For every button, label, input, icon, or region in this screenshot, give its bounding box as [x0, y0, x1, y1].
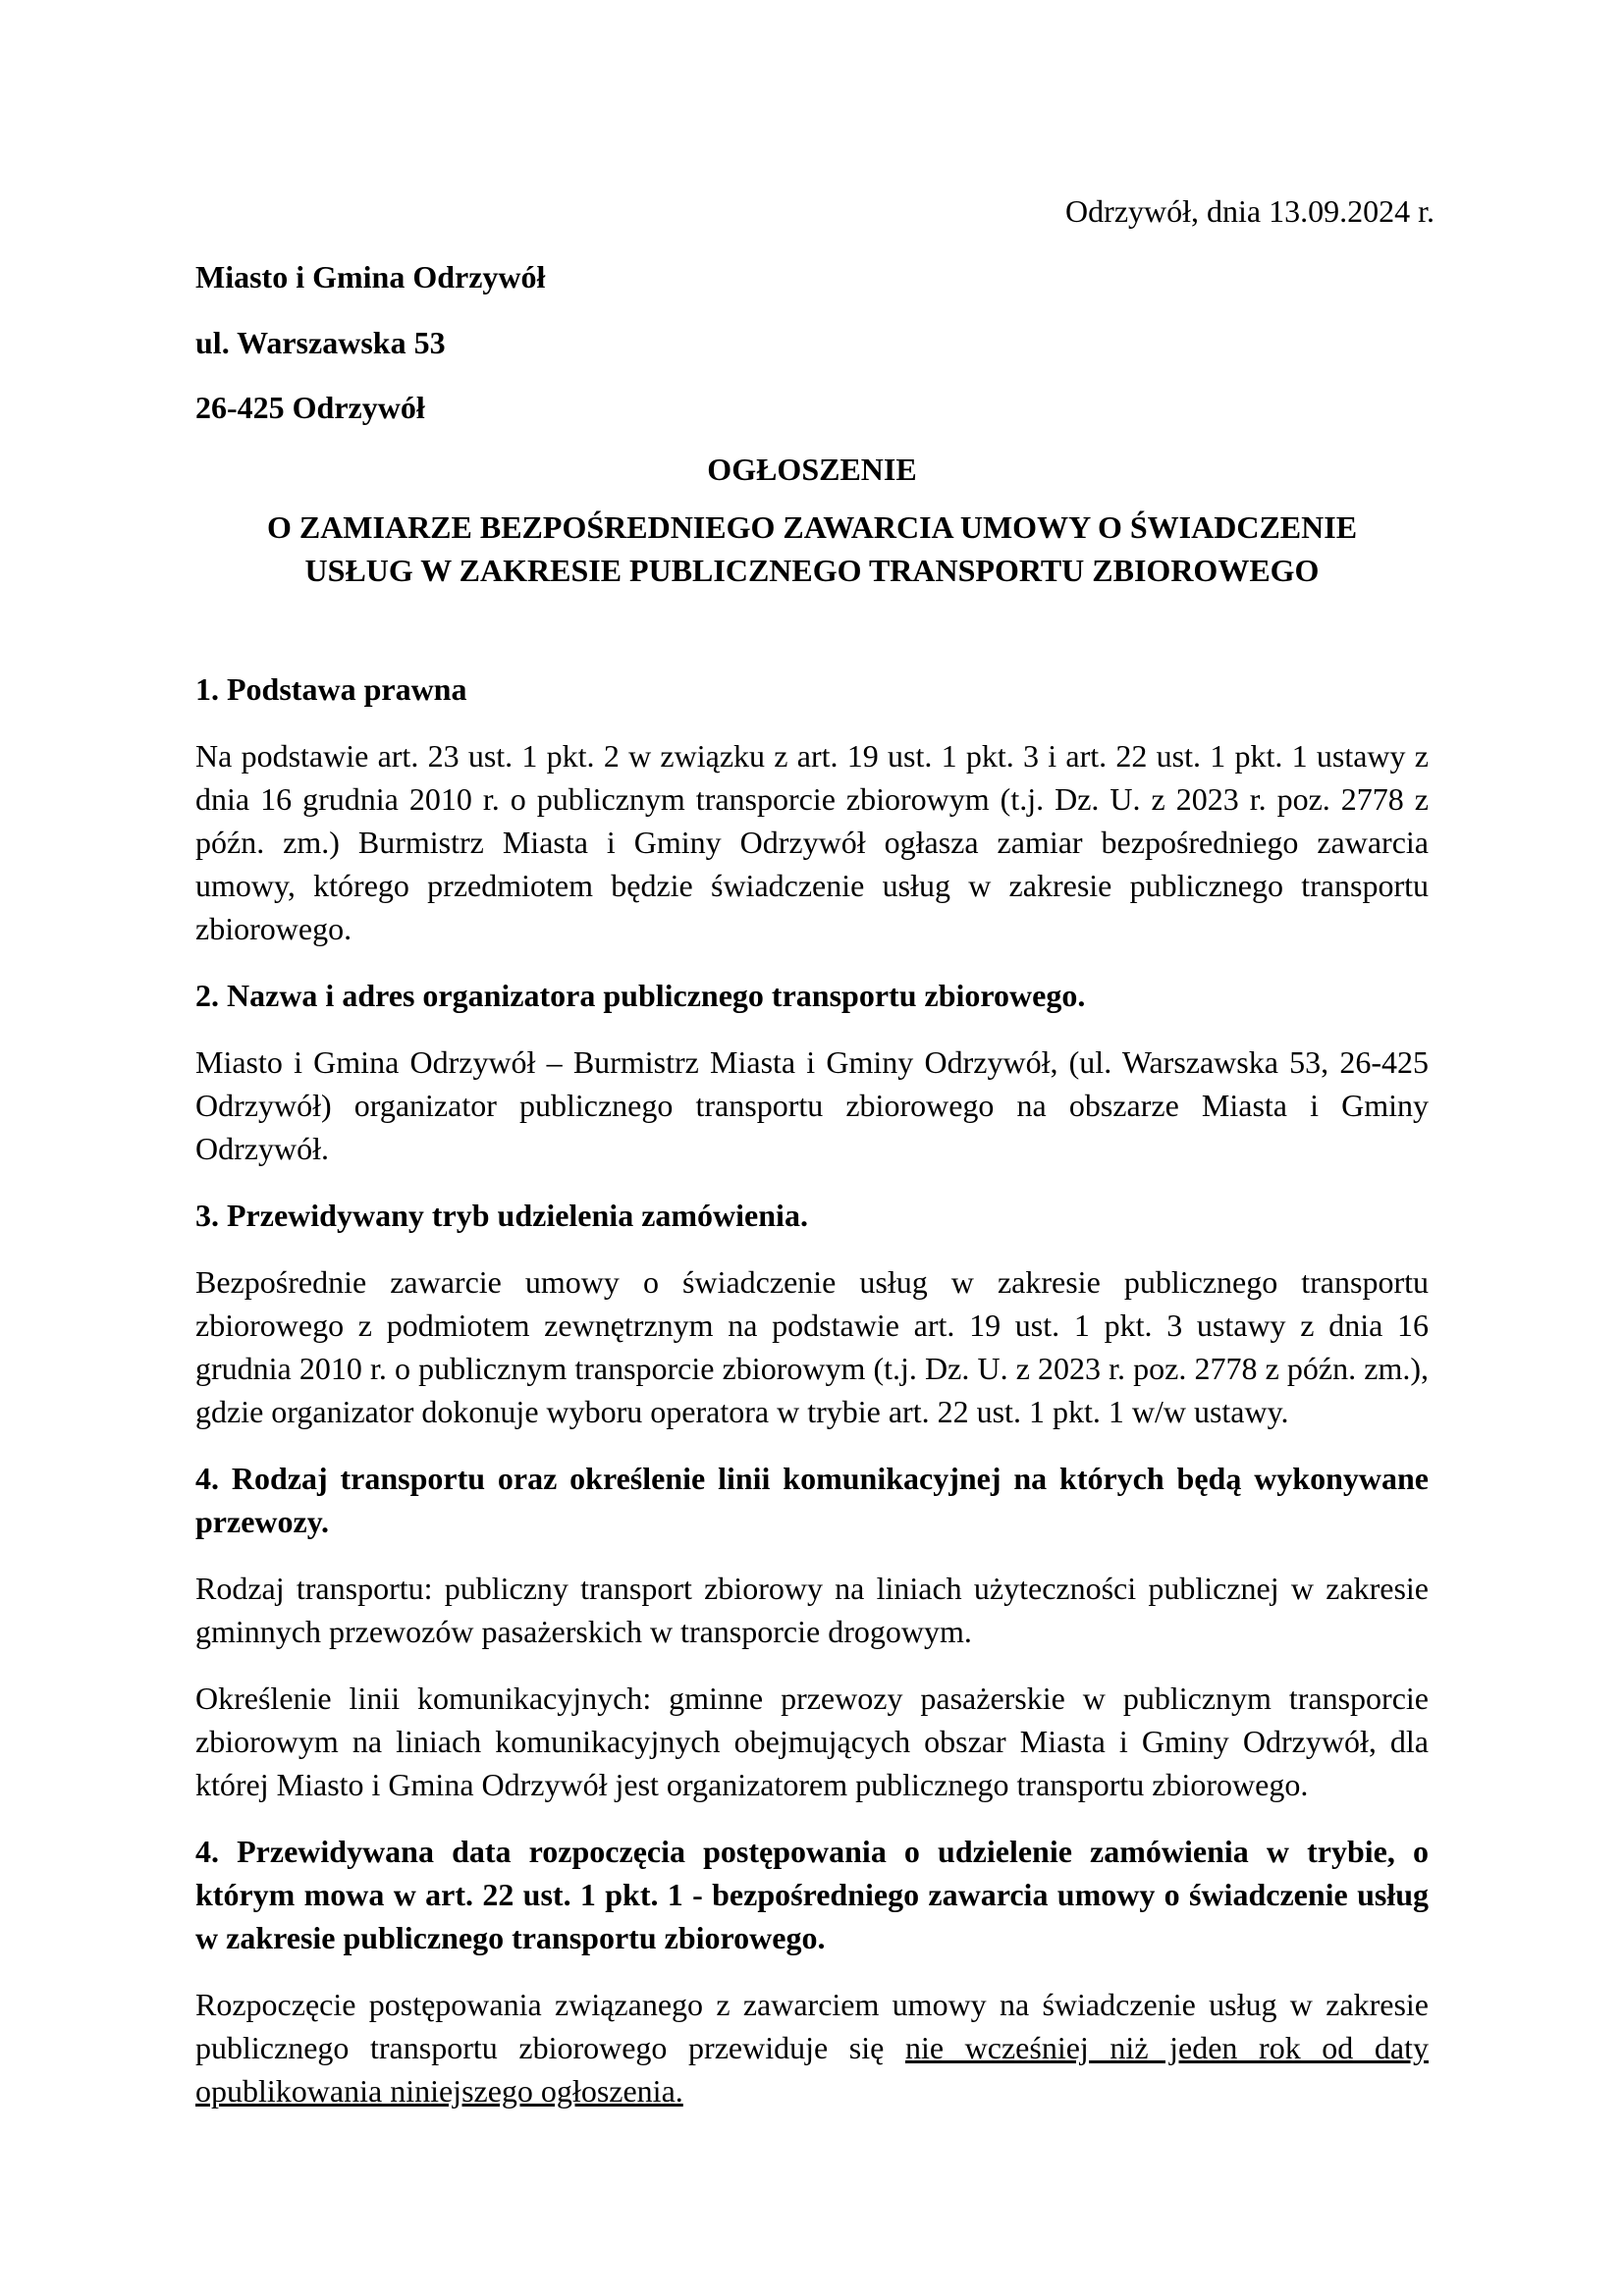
date-line: Odrzywół, dnia 13.09.2024 r. [1065, 193, 1435, 229]
section-5-text: Rozpoczęcie postępowania związanego z zawarciem umowy na świadczenie usług w zakresie publicznego transportu zbiorowego przewiduje się [195, 1987, 1429, 2065]
section-3-heading: 3. Przewidywany tryb udzielenia zamówienia. [195, 1198, 808, 1233]
subtitle-line-2: USŁUG W ZAKRESIE PUBLICZNEGO TRANSPORTU ZBIOROWEGO [304, 553, 1320, 588]
section-5-paragraph [195, 1983, 1429, 2112]
section-1-paragraph: Na podstawie art. 23 ust. 1 pkt. 2 w związku z art. 19 ust. 1 pkt. 3 i art. 22 ust. 1 pkt. 1 ustawy z dnia 16 grudnia 2010 r. o publicznym transporcie zbiorowym (t.j. Dz. U. z 2023 r. poz. 2778 z późn. zm.) Burmistrz Miasta i Gminy Odrzywół ogłasza zamiar bezpośredniego zawarcia umowy, którego przedmiotem będzie świadczenie usług w zakresie publicznego transportu zbiorowego. [195, 738, 1429, 946]
section-2-paragraph: Miasto i Gmina Odrzywół – Burmistrz Miasta i Gminy Odrzywół, (ul. Warszawska 53, 26-425 Odrzywół) organizator publicznego transportu zbiorowego na obszarze Miasta i Gminy Odrzywół. [195, 1044, 1429, 1166]
section-4-paragraph-2: Określenie linii komunikacyjnych: gminne przewozy pasażerskie w publicznym transporcie zbiorowym na liniach komunikacyjnych obejmujących obszar Miasta i Gminy Odrzywół, dla której Miasto i Gmina Odrzywół jest organizatorem publicznego transportu zbiorowego. [195, 1681, 1429, 1802]
section-5-underlined-text: nie wcześniej niż jeden rok od daty opublikowania niniejszego ogłoszenia. [195, 2030, 1429, 2109]
address-line-3: 26-425 Odrzywół [195, 390, 425, 425]
document-subtitle [195, 506, 1429, 592]
section-1-heading: 1. Podstawa prawna [195, 671, 467, 707]
section-4-heading: 4. Rodzaj transportu oraz określenie linii komunikacyjnej na których będą wykonywane przewozy. [195, 1461, 1429, 1539]
section-3-paragraph: Bezpośrednie zawarcie umowy o świadczenie usług w zakresie publicznego transportu zbiorowego z podmiotem zewnętrznym na podstawie art. 19 ust. 1 pkt. 3 ustawy z dnia 16 grudnia 2010 r. o publicznym transporcie zbiorowym (t.j. Dz. U. z 2023 r. poz. 2778 z późn. zm.), gdzie organizator dokonuje wyboru operatora w trybie art. 22 ust. 1 pkt. 1 w/w ustawy. [195, 1264, 1429, 1429]
address-line-1: Miasto i Gmina Odrzywół [195, 259, 546, 294]
section-4-paragraph-1: Rodzaj transportu: publiczny transport zbiorowy na liniach użyteczności publicznej w zakresie gminnych przewozów pasażerskich w transporcie drogowym. [195, 1571, 1429, 1649]
section-2-heading: 2. Nazwa i adres organizatora publicznego transportu zbiorowego. [195, 978, 1086, 1013]
subtitle-line-1: O ZAMIARZE BEZPOŚREDNIEGO ZAWARCIA UMOWY O ŚWIADCZENIE [266, 509, 1358, 545]
address-line-2: ul. Warszawska 53 [195, 325, 446, 360]
document-body [195, 667, 1429, 2136]
document-title: OGŁOSZENIE [707, 452, 917, 487]
section-5-heading: 4. Przewidywana data rozpoczęcia postępowania o udzielenie zamówienia w trybie, o którym mowa w art. 22 ust. 1 pkt. 1 - bezpośredniego zawarcia umowy o świadczenie usług w zakresie publicznego transportu zbiorowego. [195, 1834, 1429, 1955]
